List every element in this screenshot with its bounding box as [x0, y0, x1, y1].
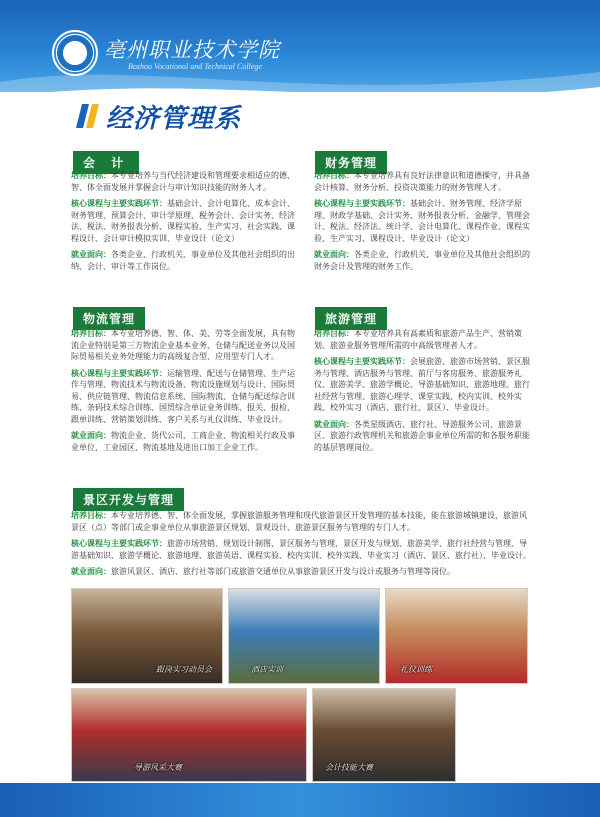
college-logo-icon — [52, 30, 98, 76]
section-scenic — [71, 510, 533, 583]
section-title-logistics: 物流管理 — [73, 307, 145, 330]
photo-caption: 会计技能大赛 — [325, 763, 373, 772]
courses-label: 核心课程与主要实践环节： — [71, 539, 167, 548]
section-title-scenic: 景区开发与管理 — [73, 488, 184, 511]
tourism-goal: 本专业培养具有高素质和旅游产品生产、营销策划、旅游业服务管理所需的中高级管理者人才。 — [314, 329, 522, 350]
photo-mobilization-meeting — [71, 588, 223, 684]
scenic-employment: 旅游风景区、酒店、旅行社等部门或旅游交通单位从事旅游景区开发与设计或服务与管理等岗位。 — [111, 567, 455, 576]
section-accounting — [71, 170, 297, 277]
accounting-courses: 基础会计、会计电算化、成本会计、财务管理、预算会计、审计学原理、税务会计、会计实务、经济法、税法、财务报表分析、课程实验、生产实习、社会实践、课程设计、会计审计模拟实训、毕业设计（论文） — [71, 199, 295, 243]
employment-label: 就业面向： — [314, 250, 354, 259]
accounting-goal: 本专业培养与当代经济建设和管理要求相适应的德、智、体全面发展并掌握会计与审计知识技能的财务人才。 — [71, 171, 295, 192]
employment-label: 就业面向： — [71, 250, 111, 259]
goal-label: 培养目标： — [71, 329, 111, 338]
photo-hotel-training — [228, 588, 380, 684]
courses-label: 核心课程与主要实践环节： — [314, 357, 410, 366]
goal-label: 培养目标： — [71, 171, 111, 180]
photo-caption: 酒店实训 — [251, 665, 283, 674]
photo-accounting-contest — [312, 688, 456, 782]
logistics-goal: 本专业培养德、智、体、美、劳等全面发展，具有物流企业特别是第三方物流企业基本业务、仓储与配送业务以及国际贸易相关业务处理能力的高级复合型、应用型专门人才。 — [71, 329, 295, 361]
section-finance — [314, 170, 532, 277]
department-mark-icon — [76, 102, 102, 130]
school-name-en: Bozhou Vocational and Technical College — [128, 62, 262, 71]
finance-goal: 本专业培养具有良好法律意识和道德操守，并具备会计核算、财务分析、投资决策能力的财务管理人才。 — [314, 171, 530, 192]
section-title-finance: 财务管理 — [315, 151, 387, 174]
courses-label: 核心课程与主要实践环节： — [71, 199, 167, 208]
footer-band — [0, 783, 600, 817]
finance-employment: 各类企业、行政机关、事业单位及其他社会组织的财务会计及管理的财务工作。 — [314, 250, 530, 271]
logistics-employment: 物流企业、货代公司、工商企业、物流相关行政及事业单位，工业园区、物流基地及进出口加工企业工作。 — [71, 431, 295, 452]
section-title-tourism: 旅游管理 — [315, 307, 387, 330]
goal-label: 培养目标： — [314, 171, 354, 180]
goal-label: 培养目标： — [314, 329, 354, 338]
courses-label: 核心课程与主要实践环节： — [71, 368, 167, 378]
goal-label: 培养目标： — [71, 511, 111, 520]
scenic-goal: 本专业培养德、智、体全面发展，掌握旅游服务管理和现代旅游景区开发管理的基本技能，能在旅游城镇建设，旅游风景区（点）等部门或企事业单位从事旅游景区规划、景观设计、旅游景区服务与管理的专门人才。 — [71, 511, 527, 532]
scenic-courses: 旅游市场营销、规划设计制图、景区服务与管理、景区开发与规划、旅游美学、旅行社经营与管理、导游基础知识、旅游学概论、旅游地理、旅游英语、课程实验、校内实训、校外实践、毕业实习（酒店、景区、旅行社）、毕业设计。 — [71, 539, 531, 560]
courses-label: 核心课程与主要实践环节： — [314, 199, 410, 208]
tourism-courses: 会展旅游、旅游市场营销、景区服务与管理、酒店服务与管理、前厅与客房服务、旅游服务礼仪、旅游美学、旅游学概论、导游基础知识、旅游地理、旅行社经营与管理、旅游心理学、课堂实践、校内实训、校外实践、校外实习（酒店、旅行社、景区）、毕业设计。 — [314, 357, 530, 412]
employment-label: 就业面向： — [71, 567, 111, 576]
photo-caption: 跟岗实习动员会 — [156, 665, 212, 674]
photo-caption: 导游风采大赛 — [134, 763, 182, 772]
tourism-employment: 各类星级酒店、旅行社、导游服务公司、旅游景区、旅游行政管理机关和旅游企事业单位所需的和各服务职能的基层管理岗位。 — [314, 419, 530, 452]
logistics-courses: 运输管理、配送与仓储管理、生产运作与管理、物流技术与物流设备、物流设施规划与设计、国际贸易、供应链管理、物流信息系统、国际物流、仓储与配送综合训练、条码技术综合训练、国贸综合单证业务训练、报关、报检、跟单训练、营销策划训练、客户关系与礼仪训练、毕业设计。 — [71, 368, 295, 424]
photo-tour-guide-contest — [71, 688, 307, 782]
section-logistics — [71, 328, 297, 458]
accounting-employment: 各类企业、行政机关、事业单位及其他社会组织的出纳、会计、审计等工作岗位。 — [71, 250, 295, 271]
employment-label: 就业面向： — [314, 419, 354, 429]
photo-caption: 礼仪训练 — [400, 665, 432, 674]
school-name: 亳州职业技术学院 — [104, 38, 280, 62]
employment-label: 就业面向： — [71, 431, 111, 440]
section-title-accounting: 会 计 — [73, 151, 139, 174]
department-title: 经济管理系 — [106, 104, 242, 134]
finance-courses: 基础会计、财务管理、经济学原理、财政学基础、会计实务、财务报表分析、金融学、管理会计、税法、经济法、统计学、会计电算化、课程作业、课程实验、生产实习、课程设计、毕业设计（论文） — [314, 199, 530, 243]
section-tourism — [314, 328, 532, 458]
photo-etiquette-training — [385, 588, 528, 684]
header-banner — [0, 0, 600, 92]
